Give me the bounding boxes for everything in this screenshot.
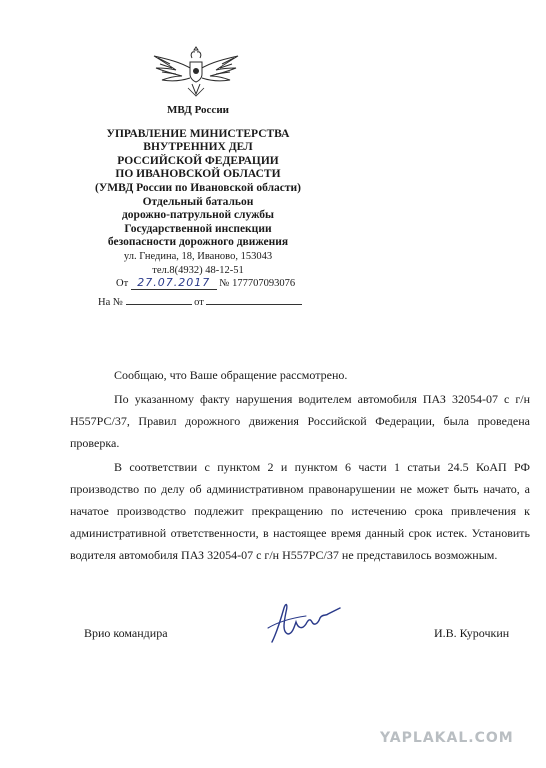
header-line: безопасности дорожного движения xyxy=(107,236,289,249)
site-watermark: YAPLAKAL.COM xyxy=(380,730,514,746)
sender-header xyxy=(68,104,328,277)
outgoing-date-number xyxy=(116,276,295,290)
mvd-emblem-icon xyxy=(150,44,242,100)
number-prefix: № xyxy=(219,278,230,289)
letter-body xyxy=(70,364,530,568)
reference-line xyxy=(98,294,302,308)
signer-role: Врио командира xyxy=(84,626,168,640)
reference-date-blank xyxy=(206,294,302,305)
header-line: Государственной инспекции xyxy=(124,222,272,235)
signer-name: И.В. Курочкин xyxy=(434,626,510,640)
reference-prefix: На № xyxy=(98,297,123,308)
body-paragraph: Сообщаю, что Ваше обращение рассмотрено. xyxy=(114,368,348,382)
header-line: дорожно-патрульной службы xyxy=(121,209,275,222)
sender-address: ул. Гнедина, 18, Иваново, 153043 xyxy=(123,250,273,262)
outgoing-number: 177707093076 xyxy=(232,278,296,289)
date-prefix: От xyxy=(116,278,129,289)
body-paragraph: В соответствии с пунктом 2 и пунктом 6 части 1 статьи 24.5 КоАП РФ производство по делу об административном правонарушении не может быть начато, а начатое производство подлежит прекращению по истечению срока привлечения к административной ответственности, в настоящее время данный срок истек. Установить водителя автомобиля ПАЗ 32054-07 с г/н Н557РС/37 не представилось возможным. xyxy=(70,460,530,562)
header-line: РОССИЙСКОЙ ФЕДЕРАЦИИ xyxy=(117,154,279,167)
reference-from-label: от xyxy=(194,297,204,308)
header-line: Отдельный батальон xyxy=(142,195,254,208)
body-paragraph: По указанному факту нарушения водителем автомобиля ПАЗ 32054-07 с г/н Н557РС/37, Правил дорожного движения Российской Федерации, была проведена проверка. xyxy=(70,392,530,450)
reference-number-blank xyxy=(126,294,192,305)
header-line: УПРАВЛЕНИЕ МИНИСТЕРСТВА xyxy=(106,127,290,140)
header-line: ВНУТРЕННИХ ДЕЛ xyxy=(143,141,253,154)
handwritten-signature xyxy=(262,598,344,646)
sender-phone: тел.8(4932) 48-12-51 xyxy=(152,264,244,276)
header-line: ПО ИВАНОВСКОЙ ОБЛАСТИ xyxy=(115,168,281,181)
ministry-name: МВД России xyxy=(166,104,229,116)
header-line: (УМВД России по Ивановской области) xyxy=(94,181,302,194)
handwritten-date: 27.07.2017 xyxy=(131,276,217,290)
